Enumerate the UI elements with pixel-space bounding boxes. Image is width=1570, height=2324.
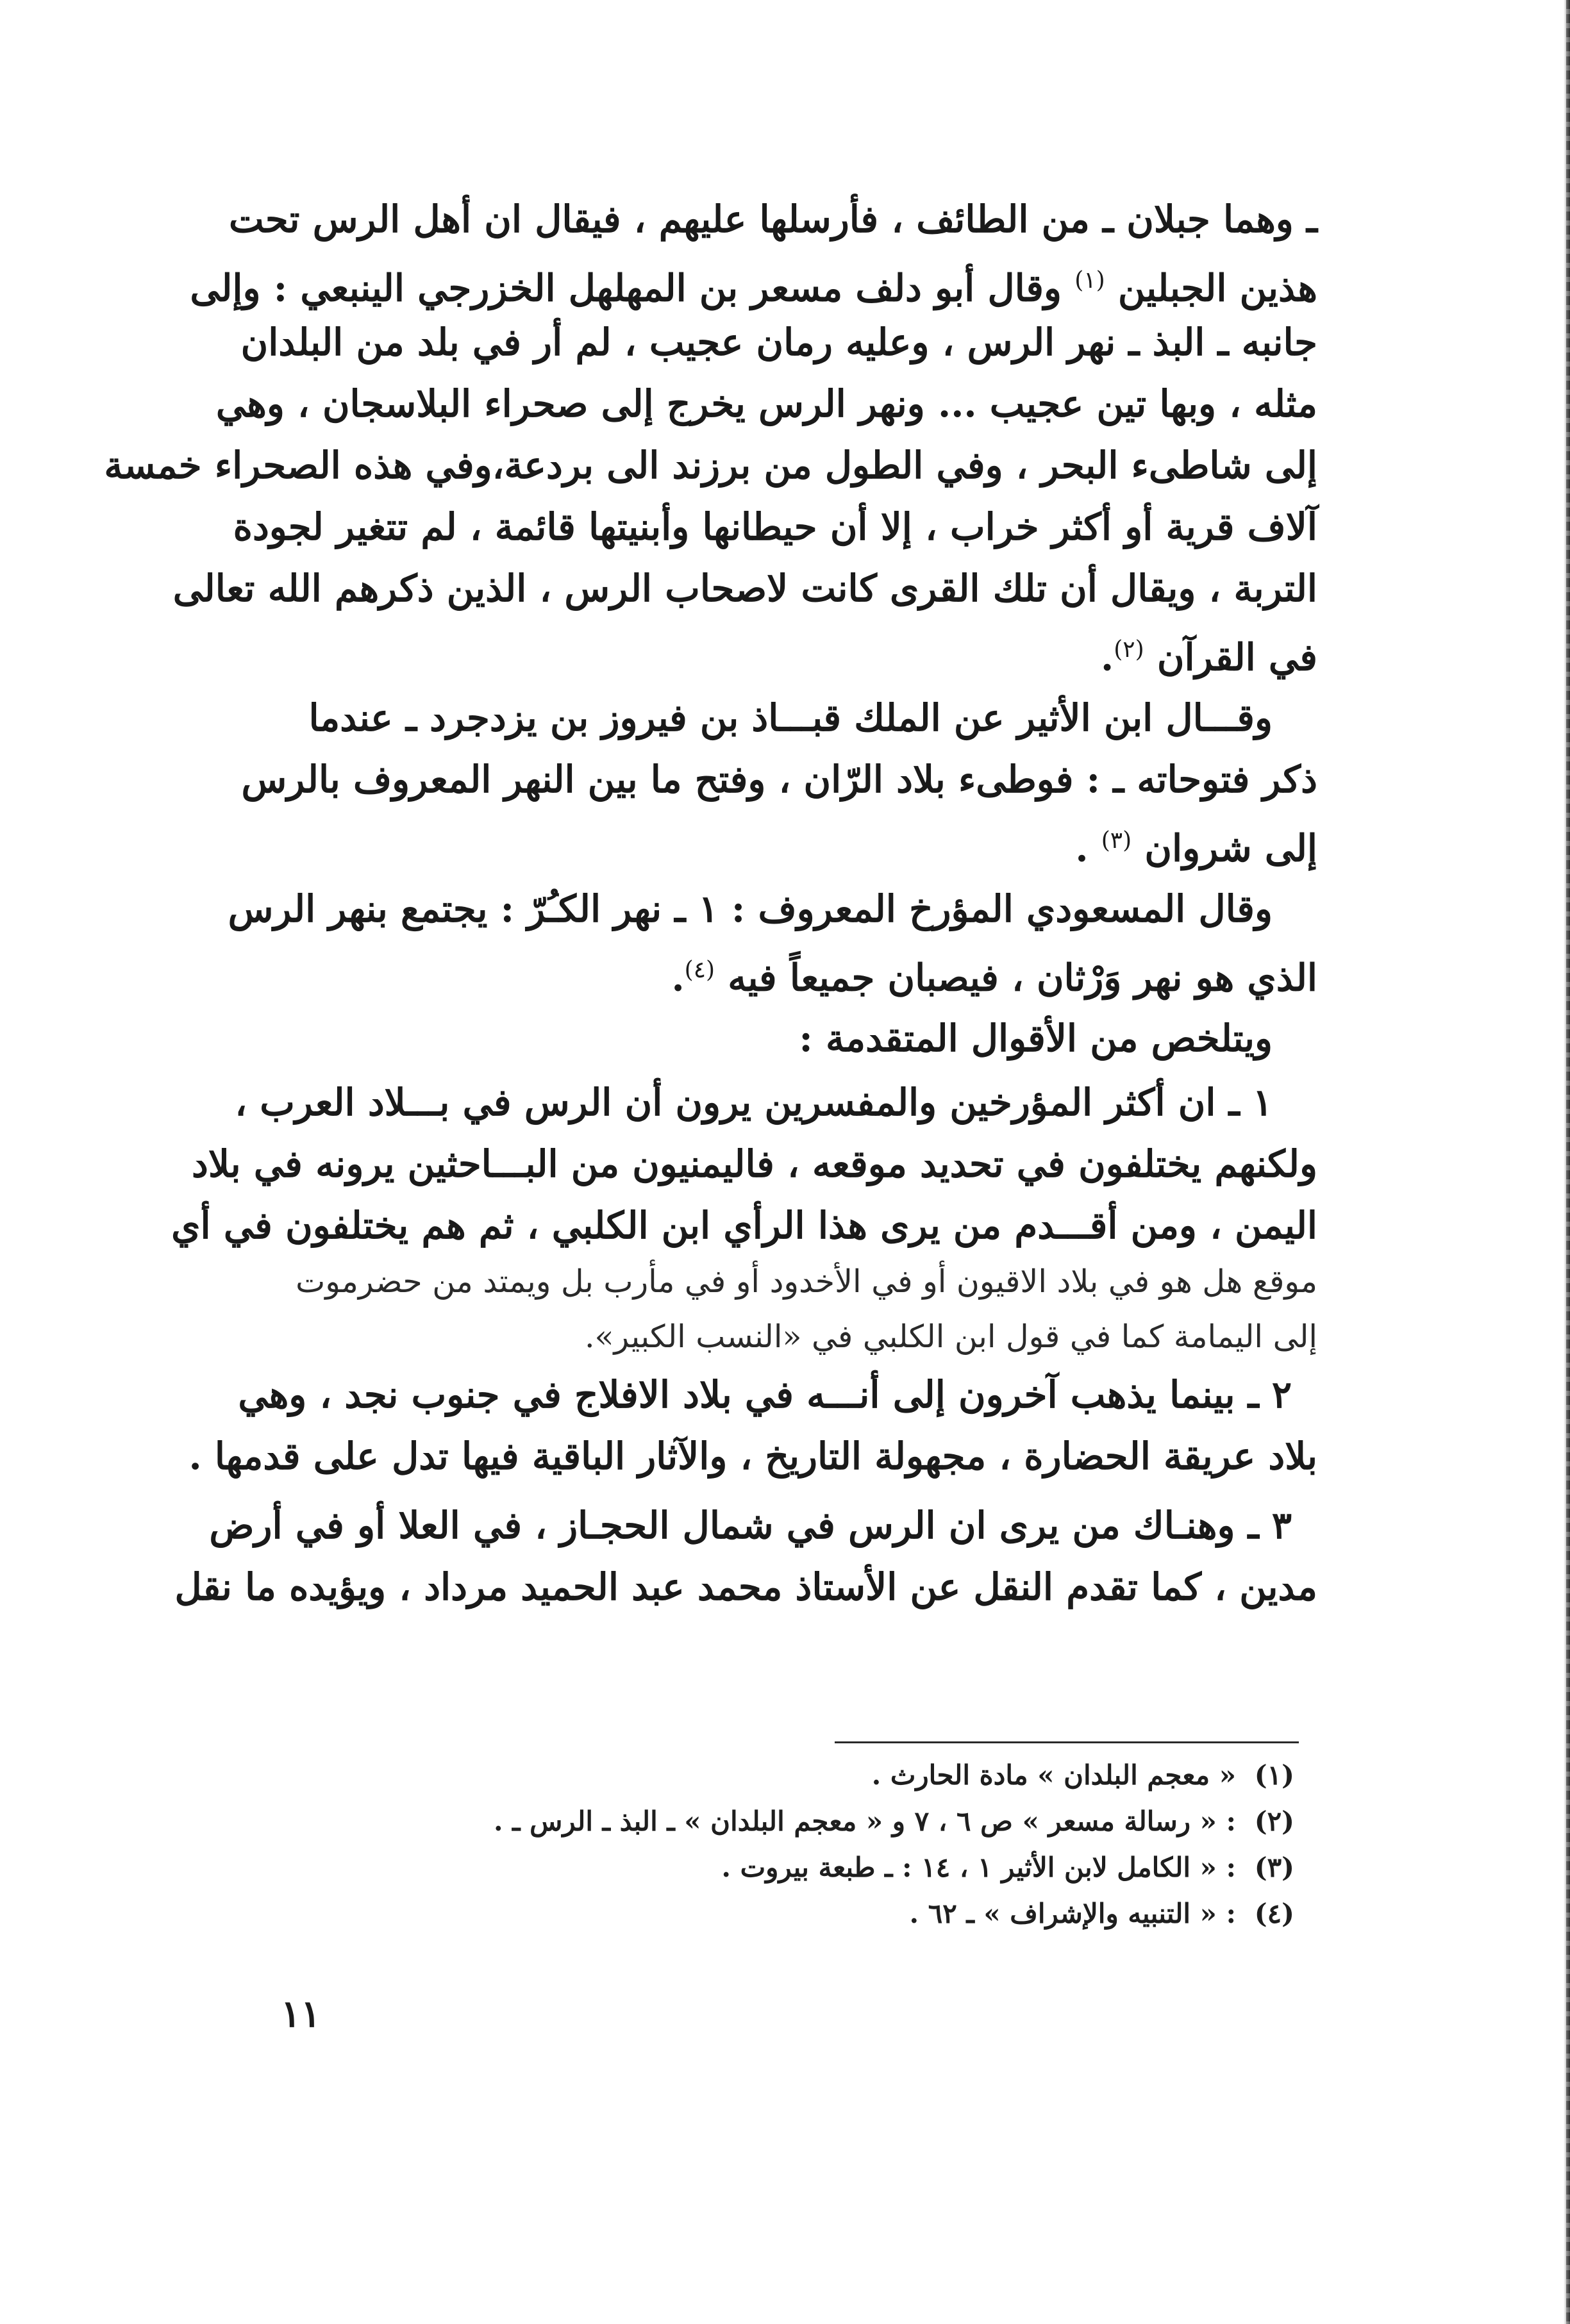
text-line: بلاد عريقة الحضارة ، مجهولة التاريخ ، والآثار الباقية فيها تدل على قدمها . — [188, 1434, 1317, 1478]
footnote-text: : « التنبيه والإشراف » ـ ٦٢ . — [909, 1898, 1237, 1929]
footnote-number: (٢) — [1254, 1805, 1294, 1837]
footnote-ref: (١) — [1074, 267, 1105, 294]
text-line: إلى اليمامة كما في قول ابن الكلبي في «النسب الكبير». — [584, 1318, 1317, 1355]
text-line: جانبه ـ البذ ـ نهر الرس ، وعليه رمان عجيب ، لم أر في بلد من البلدان — [240, 320, 1317, 364]
page-number: ١١ — [281, 1992, 321, 2036]
text-line: إلى شاطىء البحر ، وفي الطول من برزند الى بردعة،وفي هذه الصحراء خمسة — [104, 444, 1317, 487]
text-line: ـ وهما جبلان ـ من الطائف ، فأرسلها عليهم ، فيقال ان أهل الرس تحت — [228, 197, 1317, 241]
text-line: ٣ ـ وهنـاك من يرى ان الرس في شمال الحجـاز ، في العلا أو في أرض — [209, 1504, 1292, 1547]
footnote — [494, 1801, 1294, 1842]
text-line: التربة ، ويقال أن تلك القرى كانت لاصحاب الرس ، الذين ذكرهم الله تعالى — [172, 567, 1317, 610]
text-line: وقـــال ابن الأثير عن الملك قبـــاذ بن فيروز بن يزدجرد ـ عندما — [308, 696, 1273, 740]
footnote-text: : « الكامل لابن الأثير ١ ، ١٤ : ـ طبعة بيروت . — [721, 1852, 1237, 1883]
text-line: موقع هل هو في بلاد الاقيون أو في الأخدود أو في مأرب بل ويمتد من حضرموت — [296, 1263, 1317, 1300]
text-line: ولكنهم يختلفون في تحديد موقعه ، فاليمنيون من البـــاحثين يرونه في بلاد — [192, 1142, 1317, 1186]
footnote-number: (٣) — [1254, 1852, 1294, 1883]
text-line: ويتلخص من الأقوال المتقدمة : — [799, 1017, 1273, 1060]
footnote — [872, 1755, 1294, 1796]
footnote — [721, 1847, 1294, 1888]
footnote-divider — [835, 1741, 1299, 1743]
scan-edge-texture — [1566, 0, 1570, 2324]
text-line: اليمن ، ومن أقـــدم من يرى هذا الرأي ابن الكلبي ، ثم هم يختلفون في أي — [171, 1204, 1317, 1247]
text-line: مدين ، كما تقدم النقل عن الأستاذ محمد عبد الحميد مرداد ، ويؤيده ما نقل — [174, 1565, 1317, 1609]
text-line: ١ ـ ان أكثر المؤرخين والمفسرين يرون أن الرس في بـــلاد العرب ، — [235, 1081, 1273, 1124]
text-line: ٢ ـ بينما يذهب آخرون إلى أنـــه في بلاد الافلاج في جنوب نجد ، وهي — [238, 1373, 1292, 1416]
footnote-ref: (٤) — [684, 957, 715, 983]
footnote-number: (١) — [1254, 1759, 1294, 1791]
text-line: إلى شروان $^{(٣)}$ . — [1075, 826, 1317, 870]
footnote-ref: (٣) — [1101, 827, 1132, 854]
text-line: الذي هو نهر وَرْثان ، فيصبان جميعاً فيه $^{(٤)}$. — [671, 956, 1317, 1000]
footnote-number: (٤) — [1254, 1898, 1294, 1929]
footnote — [909, 1893, 1294, 1934]
footnote-text: : « رسالة مسعر » ص ٦ ، ٧ و « معجم البلدان » ـ البذ ـ الرس ـ . — [493, 1805, 1237, 1837]
text-line: ذكر فتوحاته ـ : فوطىء بلاد الرّان ، وفتح ما بين النهر المعروف بالرس — [241, 758, 1317, 801]
text-line: آلاف قرية أو أكثر خراب ، إلا أن حيطانها وأبنيتها قائمة ، لم تتغير لجودة — [233, 505, 1317, 549]
text-line: هذين الجبلين $^{(١)}$ وقال أبو دلف مسعر بن المهلهل الخزرجي الينبعي : وإلى — [190, 266, 1317, 310]
text-line: مثله ، وبها تين عجيب ... ونهر الرس يخرج إلى صحراء البلاسجان ، وهي — [215, 382, 1317, 426]
footnote-ref: (٢) — [1114, 636, 1144, 663]
text-line: وقال المسعودي المؤرخ المعروف : ١ ـ نهر الكـُرّ : يجتمع بنهر الرس — [228, 887, 1273, 931]
footnote-text: « معجم البلدان » مادة الحارث . — [871, 1759, 1237, 1791]
text-line: في القرآن $^{(٢)}$. — [1101, 635, 1317, 679]
